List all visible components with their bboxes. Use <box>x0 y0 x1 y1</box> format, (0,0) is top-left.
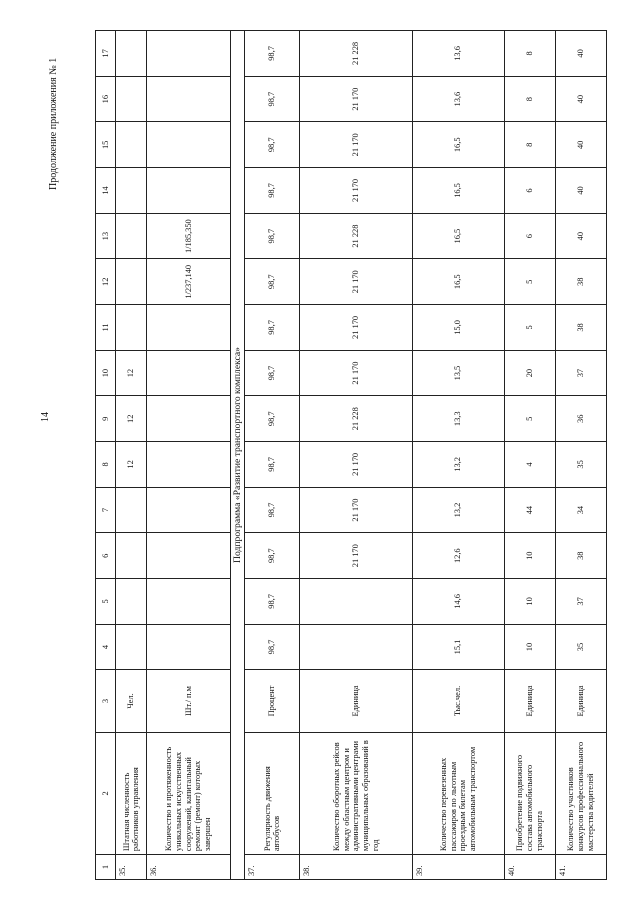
value-cell <box>147 76 231 122</box>
value-cell: 13,2 <box>412 487 504 533</box>
value-cell: 21 170 <box>300 442 412 488</box>
value-cell: 98,7 <box>245 76 300 122</box>
value-cell <box>116 122 147 168</box>
value-cell <box>147 31 231 77</box>
indicator-name: Приобретение подвижного состава автомобильного транспорта <box>504 732 555 854</box>
value-cell: 10 <box>504 579 555 625</box>
value-cell: 37 <box>555 350 606 396</box>
value-cell: 15,1 <box>412 624 504 670</box>
table-row <box>245 31 300 880</box>
value-cell: 14,6 <box>412 579 504 625</box>
column-number: 15 <box>96 122 116 168</box>
value-cell: 13,6 <box>412 76 504 122</box>
value-cell: 16,5 <box>412 259 504 305</box>
indicator-name: Регулярность движения автобусов <box>245 732 300 854</box>
subprogram-row <box>230 31 244 880</box>
subprogram-title: Подпрограмма «Развитие транспортного комплекса» <box>230 31 244 880</box>
value-cell <box>147 533 231 579</box>
value-cell: 21 170 <box>300 305 412 351</box>
value-cell <box>116 213 147 259</box>
continuation-note: Продолжение приложения № 1 <box>48 57 59 190</box>
column-number: 5 <box>96 579 116 625</box>
value-cell: 13,3 <box>412 396 504 442</box>
table-row <box>116 31 147 880</box>
value-cell <box>116 624 147 670</box>
column-number-row <box>96 31 116 880</box>
column-number: 8 <box>96 442 116 488</box>
value-cell <box>147 442 231 488</box>
value-cell <box>116 533 147 579</box>
value-cell: 13,6 <box>412 31 504 77</box>
value-cell: 12 <box>116 350 147 396</box>
value-cell: 38 <box>555 259 606 305</box>
value-cell: 98,7 <box>245 579 300 625</box>
value-cell: 8 <box>504 122 555 168</box>
value-cell: 5 <box>504 396 555 442</box>
column-number: 16 <box>96 76 116 122</box>
indicators-table-wrapper <box>95 30 607 880</box>
unit-cell: Тыс.чел. <box>412 670 504 732</box>
value-cell <box>147 350 231 396</box>
value-cell: 21 170 <box>300 487 412 533</box>
value-cell: 36 <box>555 396 606 442</box>
value-cell: 34 <box>555 487 606 533</box>
value-cell: 98,7 <box>245 259 300 305</box>
page-number: 14 <box>40 412 51 422</box>
table-row <box>300 31 412 880</box>
value-cell: 37 <box>555 579 606 625</box>
table-row <box>412 31 504 880</box>
column-number: 2 <box>96 732 116 854</box>
column-number: 12 <box>96 259 116 305</box>
value-cell: 98,7 <box>245 487 300 533</box>
value-cell <box>300 579 412 625</box>
value-cell: 8 <box>504 76 555 122</box>
value-cell <box>147 624 231 670</box>
row-number: 41. <box>555 855 606 880</box>
value-cell: 5 <box>504 259 555 305</box>
indicator-name: Количество и протяженность уникальных искусственных сооружений, капитальный ремонт (ремонт) которых завершен <box>147 732 231 854</box>
value-cell: 21 170 <box>300 350 412 396</box>
column-number: 1 <box>96 855 116 880</box>
indicator-name: Штатная численность работников управления <box>116 732 147 854</box>
value-cell <box>116 76 147 122</box>
value-cell <box>147 396 231 442</box>
table-row <box>504 31 555 880</box>
value-cell: 40 <box>555 168 606 214</box>
value-cell: 21 170 <box>300 76 412 122</box>
column-number: 4 <box>96 624 116 670</box>
value-cell: 98,7 <box>245 624 300 670</box>
value-cell: 15,0 <box>412 305 504 351</box>
value-cell: 98,7 <box>245 213 300 259</box>
value-cell: 44 <box>504 487 555 533</box>
value-cell: 16,5 <box>412 168 504 214</box>
value-cell: 98,7 <box>245 122 300 168</box>
column-number: 13 <box>96 213 116 259</box>
value-cell <box>147 305 231 351</box>
indicator-name: Количество оборотных рейсов между областным центром и административными центрами муниципальных образований в год <box>300 732 412 854</box>
value-cell: 21 170 <box>300 122 412 168</box>
column-number: 7 <box>96 487 116 533</box>
row-number: 36. <box>147 855 231 880</box>
value-cell: 40 <box>555 76 606 122</box>
table-row <box>555 31 606 880</box>
value-cell: 10 <box>504 533 555 579</box>
row-number: 35. <box>116 855 147 880</box>
value-cell <box>116 259 147 305</box>
row-number: 40. <box>504 855 555 880</box>
column-number: 9 <box>96 396 116 442</box>
unit-cell: Единица <box>504 670 555 732</box>
unit-cell: Единица <box>555 670 606 732</box>
value-cell: 12 <box>116 396 147 442</box>
value-cell: 38 <box>555 533 606 579</box>
value-cell: 98,7 <box>245 305 300 351</box>
value-cell: 12 <box>116 442 147 488</box>
value-cell <box>147 579 231 625</box>
value-cell: 16,5 <box>412 213 504 259</box>
column-number: 11 <box>96 305 116 351</box>
value-cell: 21 228 <box>300 31 412 77</box>
value-cell: 4 <box>504 442 555 488</box>
value-cell: 1/185,350 <box>147 213 231 259</box>
column-number: 3 <box>96 670 116 732</box>
value-cell <box>147 487 231 533</box>
value-cell: 40 <box>555 122 606 168</box>
value-cell: 1/237,140 <box>147 259 231 305</box>
indicator-name: Количество участников конкурсов профессионального мастерства водителей <box>555 732 606 854</box>
row-number: 39. <box>412 855 504 880</box>
value-cell: 13,2 <box>412 442 504 488</box>
value-cell <box>116 579 147 625</box>
value-cell: 8 <box>504 31 555 77</box>
value-cell: 5 <box>504 305 555 351</box>
value-cell <box>116 168 147 214</box>
value-cell: 21 228 <box>300 213 412 259</box>
value-cell: 12,6 <box>412 533 504 579</box>
value-cell: 16,5 <box>412 122 504 168</box>
value-cell: 98,7 <box>245 396 300 442</box>
value-cell <box>116 305 147 351</box>
unit-cell: Процент <box>245 670 300 732</box>
column-number: 14 <box>96 168 116 214</box>
value-cell <box>147 168 231 214</box>
value-cell: 40 <box>555 213 606 259</box>
value-cell: 21 170 <box>300 168 412 214</box>
value-cell: 40 <box>555 31 606 77</box>
value-cell: 98,7 <box>245 168 300 214</box>
row-number: 37. <box>245 855 300 880</box>
value-cell: 21 170 <box>300 259 412 305</box>
value-cell: 98,7 <box>245 31 300 77</box>
value-cell: 13,5 <box>412 350 504 396</box>
value-cell: 6 <box>504 213 555 259</box>
indicators-table <box>95 30 607 880</box>
value-cell: 21 170 <box>300 533 412 579</box>
value-cell <box>116 487 147 533</box>
value-cell: 38 <box>555 305 606 351</box>
value-cell: 98,7 <box>245 533 300 579</box>
value-cell: 21 228 <box>300 396 412 442</box>
value-cell: 35 <box>555 442 606 488</box>
value-cell: 35 <box>555 624 606 670</box>
value-cell <box>116 31 147 77</box>
column-number: 6 <box>96 533 116 579</box>
value-cell: 10 <box>504 624 555 670</box>
value-cell: 98,7 <box>245 350 300 396</box>
value-cell <box>147 122 231 168</box>
indicator-name: Количество перевезенных пассажиров по льготным проездным билетам автомобильным транспортом <box>412 732 504 854</box>
value-cell: 20 <box>504 350 555 396</box>
unit-cell: Единица <box>300 670 412 732</box>
unit-cell: Шт./ п.м <box>147 670 231 732</box>
value-cell: 6 <box>504 168 555 214</box>
unit-cell: Чел. <box>116 670 147 732</box>
row-number: 38. <box>300 855 412 880</box>
column-number: 17 <box>96 31 116 77</box>
value-cell <box>300 624 412 670</box>
column-number: 10 <box>96 350 116 396</box>
value-cell: 98,7 <box>245 442 300 488</box>
table-row <box>147 31 231 880</box>
